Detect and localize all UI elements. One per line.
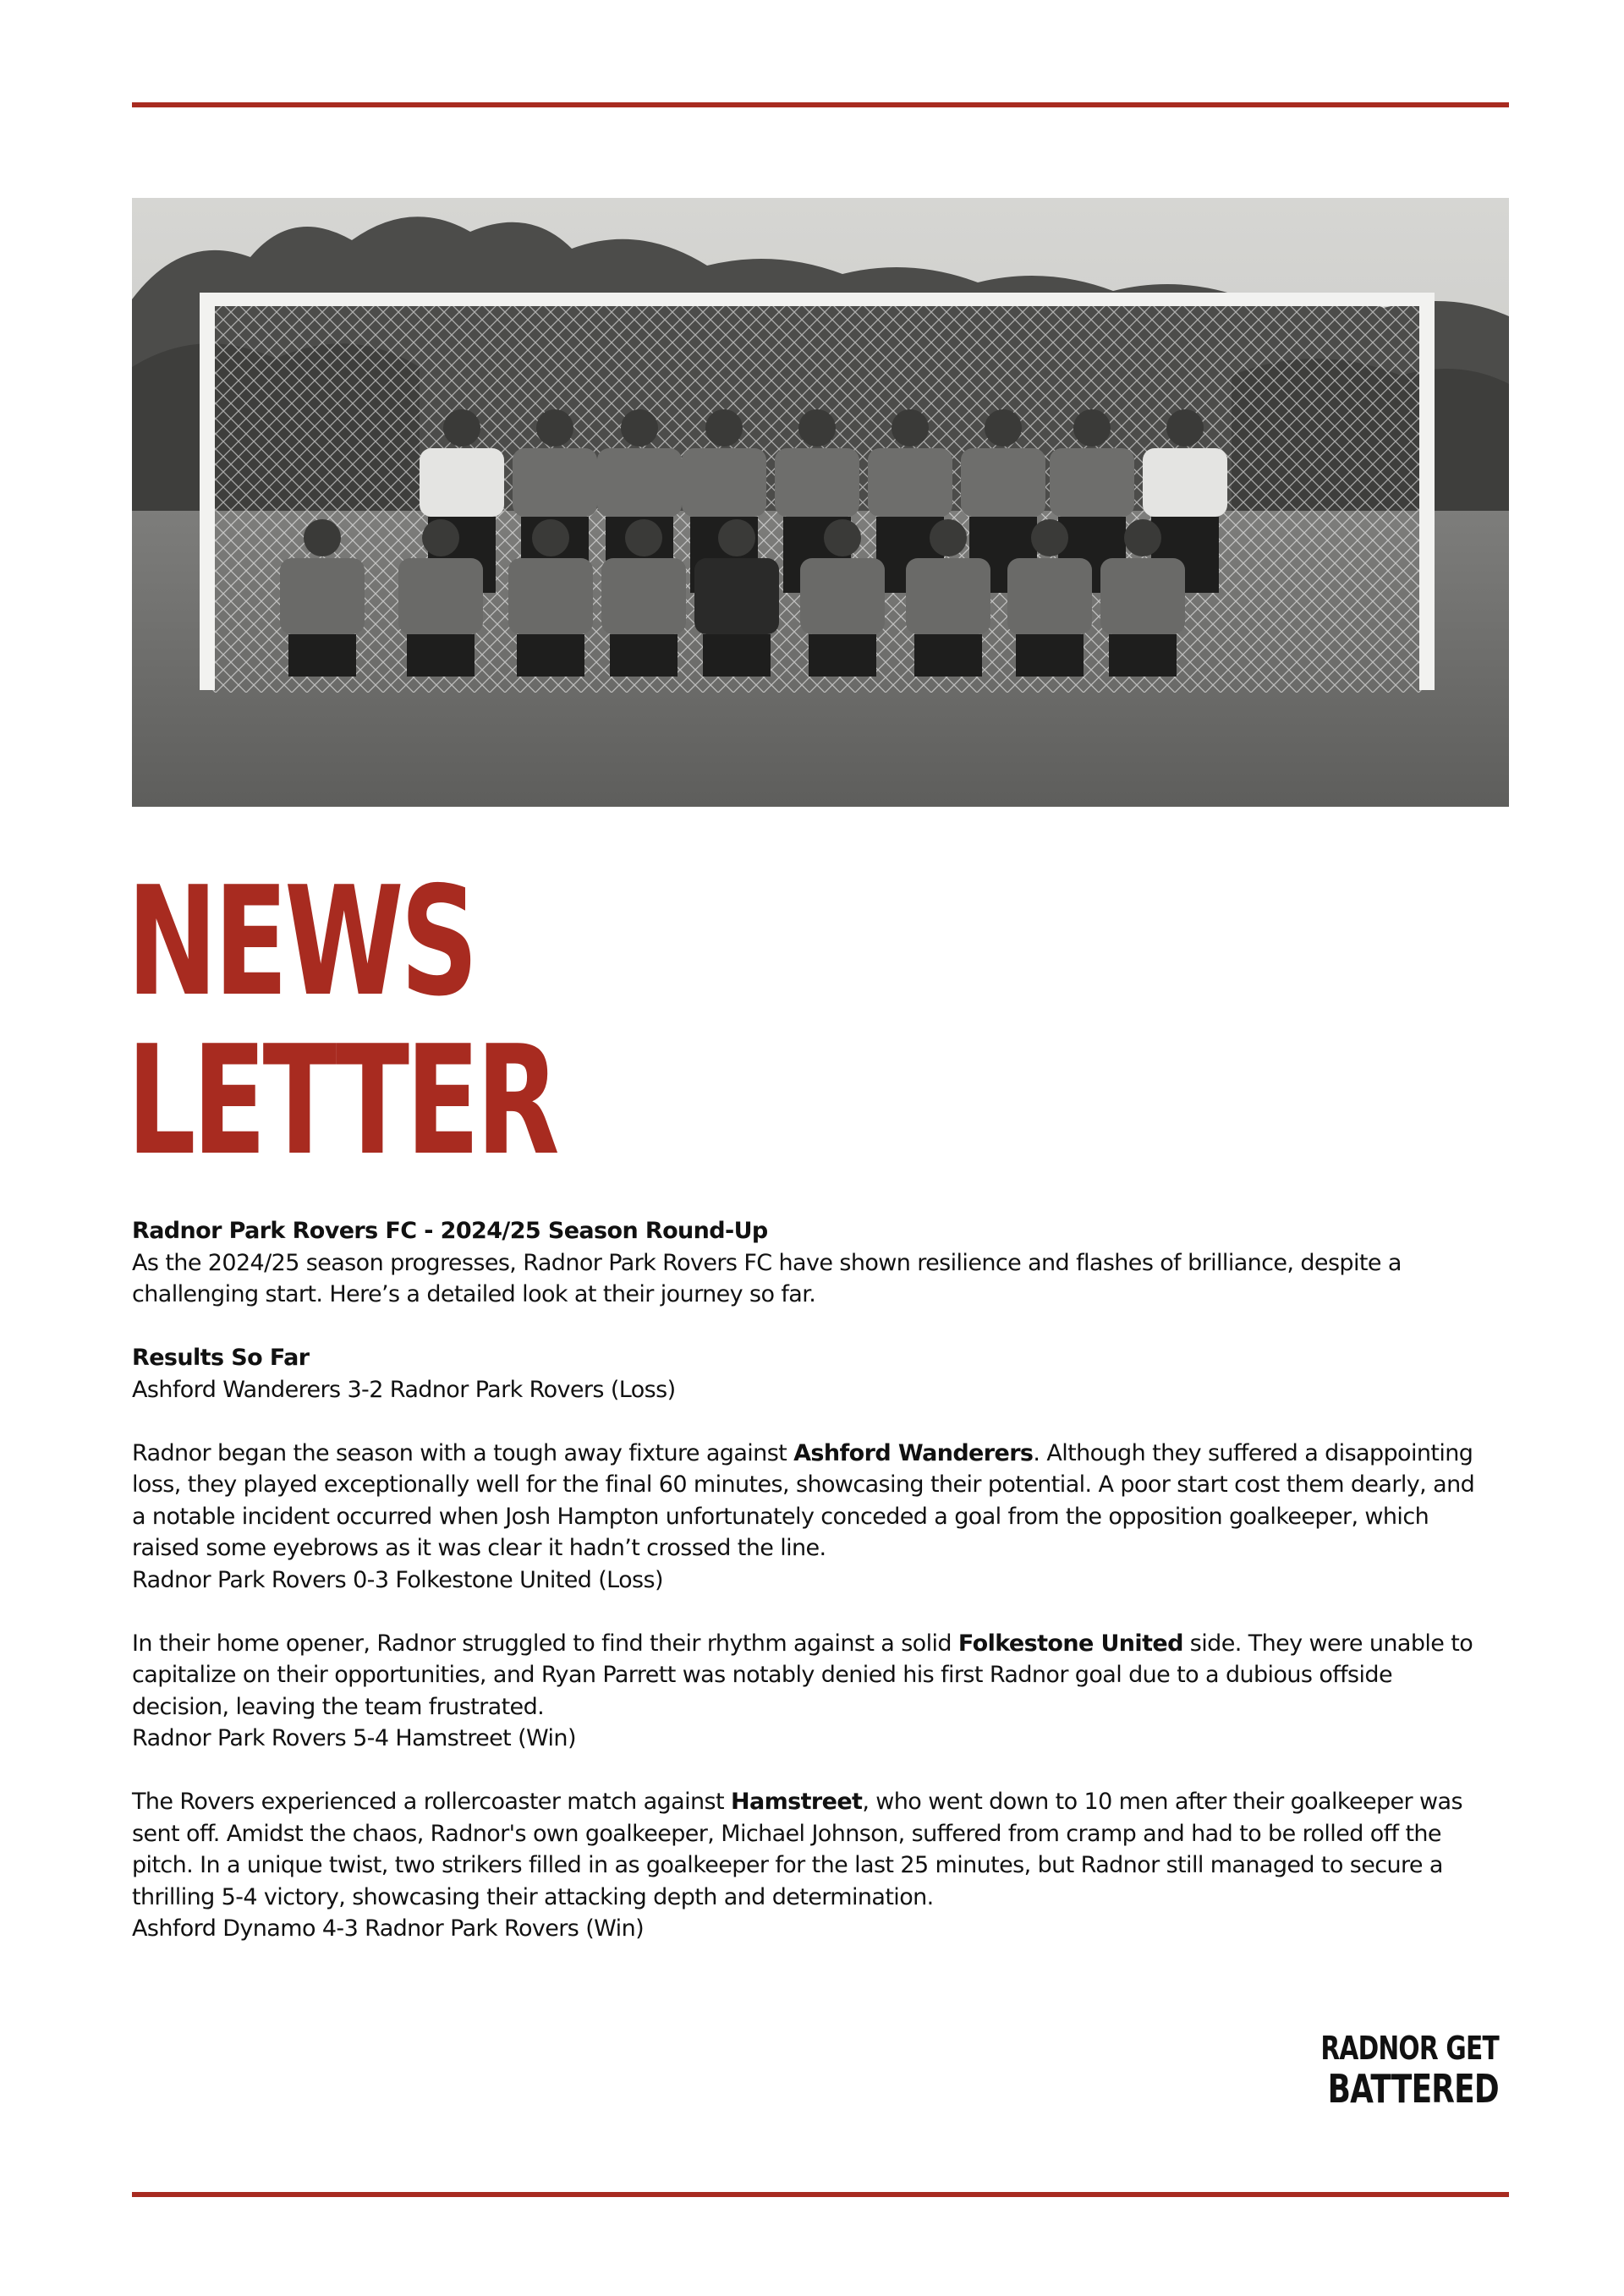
results-heading: Results So Far bbox=[132, 1345, 310, 1371]
article-intro: As the 2024/25 season progresses, Radnor Park Rovers FC have shown resilience and flashes of brilliance, despite a challenging start. Here’s a detailed look at their journey so far. bbox=[132, 1249, 1402, 1307]
top-rule bbox=[132, 102, 1509, 107]
headline-line-2: LETTER bbox=[127, 1013, 557, 1188]
match-report: The Rovers experienced a rollercoaster match against Hamstreet, who went down to 10 men after their goalkeeper was sent off. Amidst the chaos, Radnor's own goalkeeper, Michael Johnson, suffered from cramp and had to be rolled off the pitch. In a unique twist, two strikers filled in as goalkeeper for the last 25 minutes, but Radnor still managed to secure a thrilling 5-4 victory, showcasing their attacking depth and determination. bbox=[132, 1789, 1462, 1910]
corner-tag bbox=[1320, 2030, 1499, 2111]
bottom-rule bbox=[132, 2192, 1509, 2197]
match-report: In their home opener, Radnor struggled to find their rhythm against a solid Folkestone United side. They were unable to capitalize on their opportunities, and Ryan Parrett was notably denied his first Radnor goal due to a dubious offside decision, leaving the team frustrated. bbox=[132, 1630, 1473, 1720]
article bbox=[132, 1215, 1485, 1945]
article-title: Radnor Park Rovers FC - 2024/25 Season Round-Up bbox=[132, 1218, 768, 1244]
match-report: Radnor began the season with a tough away fixture against Ashford Wanderers. Although they suffered a disappointing loss, they played exceptionally well for the final 60 minutes, showcasing their potential. A poor start cost them dearly, and a notable incident occurred when Josh Hampton unfortunately conceded a goal from the opposition goalkeeper, which raised some eyebrows as it was clear it hadn’t crossed the line. bbox=[132, 1439, 1475, 1561]
corner-tag-line-2: BATTERED bbox=[1327, 2066, 1499, 2112]
match-result: Ashford Dynamo 4-3 Radnor Park Rovers (Win) bbox=[132, 1915, 645, 1942]
match-result: Radnor Park Rovers 0-3 Folkestone United (Loss) bbox=[132, 1566, 663, 1593]
team-photo-image bbox=[132, 198, 1509, 807]
newsletter-headline bbox=[127, 854, 557, 1188]
team-photo bbox=[132, 198, 1509, 807]
headline-line-1: NEWS bbox=[127, 854, 475, 1029]
match-result: Ashford Wanderers 3-2 Radnor Park Rovers (Loss) bbox=[132, 1376, 676, 1403]
corner-tag-line-1: RADNOR GET bbox=[1320, 2030, 1499, 2067]
match-result: Radnor Park Rovers 5-4 Hamstreet (Win) bbox=[132, 1725, 576, 1751]
